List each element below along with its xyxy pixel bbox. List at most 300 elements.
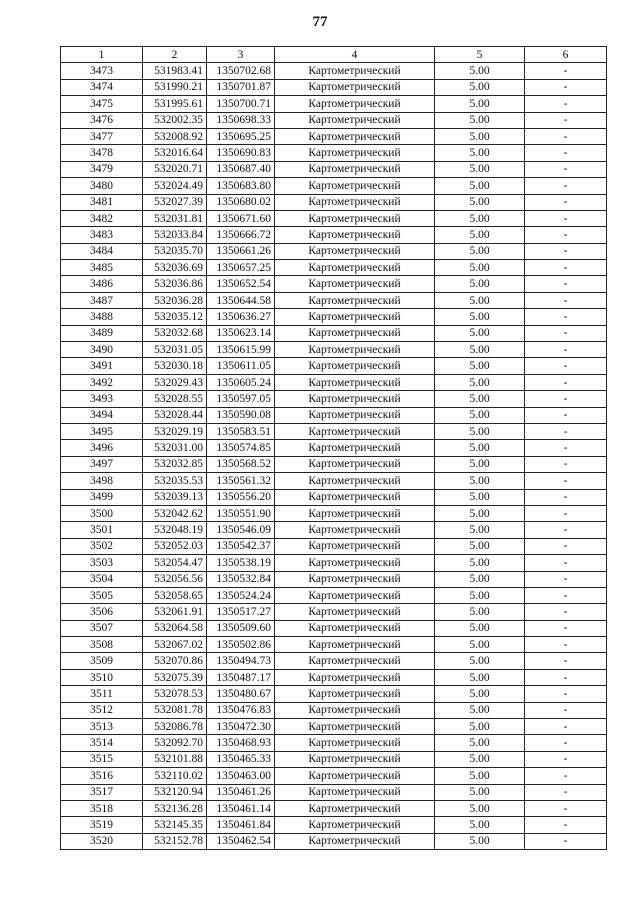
- point-number-cell: 3480: [61, 178, 143, 194]
- method-cell: Картометрический: [275, 178, 435, 194]
- accuracy-cell: 5.00: [435, 391, 525, 407]
- method-cell: Картометрический: [275, 784, 435, 800]
- description-cell: -: [525, 522, 607, 538]
- y-coordinate-cell: 1350472.30: [207, 719, 275, 735]
- description-cell: -: [525, 768, 607, 784]
- x-coordinate-cell: 532067.02: [143, 637, 207, 653]
- description-cell: -: [525, 260, 607, 276]
- point-number-cell: 3487: [61, 292, 143, 308]
- method-cell: Картометрический: [275, 538, 435, 554]
- accuracy-cell: 5.00: [435, 309, 525, 325]
- column-header: 2: [143, 47, 207, 63]
- point-number-cell: 3503: [61, 555, 143, 571]
- method-cell: Картометрический: [275, 194, 435, 210]
- y-coordinate-cell: 1350698.33: [207, 112, 275, 128]
- point-number-cell: 3477: [61, 128, 143, 144]
- table-row: [61, 784, 607, 800]
- table-row: [61, 669, 607, 685]
- y-coordinate-cell: 1350502.86: [207, 637, 275, 653]
- description-cell: -: [525, 292, 607, 308]
- table-row: [61, 276, 607, 292]
- accuracy-cell: 5.00: [435, 374, 525, 390]
- table-row: [61, 735, 607, 751]
- x-coordinate-cell: 532054.47: [143, 555, 207, 571]
- page-number: 77: [312, 14, 328, 30]
- description-cell: -: [525, 227, 607, 243]
- point-number-cell: 3520: [61, 833, 143, 849]
- accuracy-cell: 5.00: [435, 178, 525, 194]
- table-row: [61, 768, 607, 784]
- table-row: [61, 96, 607, 112]
- method-cell: Картометрический: [275, 96, 435, 112]
- x-coordinate-cell: 532024.49: [143, 178, 207, 194]
- table-row: [61, 456, 607, 472]
- description-cell: -: [525, 489, 607, 505]
- description-cell: -: [525, 325, 607, 341]
- description-cell: -: [525, 637, 607, 653]
- y-coordinate-cell: 1350605.24: [207, 374, 275, 390]
- accuracy-cell: 5.00: [435, 342, 525, 358]
- description-cell: -: [525, 178, 607, 194]
- table-row: [61, 587, 607, 603]
- description-cell: -: [525, 620, 607, 636]
- method-cell: Картометрический: [275, 145, 435, 161]
- point-number-cell: 3473: [61, 63, 143, 79]
- x-coordinate-cell: 532032.85: [143, 456, 207, 472]
- table-row: [61, 407, 607, 423]
- x-coordinate-cell: 532101.88: [143, 751, 207, 767]
- description-cell: -: [525, 571, 607, 587]
- y-coordinate-cell: 1350551.90: [207, 505, 275, 521]
- x-coordinate-cell: 532078.53: [143, 686, 207, 702]
- point-number-cell: 3517: [61, 784, 143, 800]
- accuracy-cell: 5.00: [435, 702, 525, 718]
- y-coordinate-cell: 1350590.08: [207, 407, 275, 423]
- y-coordinate-cell: 1350568.52: [207, 456, 275, 472]
- method-cell: Картометрический: [275, 423, 435, 439]
- y-coordinate-cell: 1350700.71: [207, 96, 275, 112]
- x-coordinate-cell: 532027.39: [143, 194, 207, 210]
- accuracy-cell: 5.00: [435, 358, 525, 374]
- y-coordinate-cell: 1350615.99: [207, 342, 275, 358]
- x-coordinate-cell: 532029.43: [143, 374, 207, 390]
- column-header: 1: [61, 47, 143, 63]
- y-coordinate-cell: 1350683.80: [207, 178, 275, 194]
- point-number-cell: 3514: [61, 735, 143, 751]
- accuracy-cell: 5.00: [435, 260, 525, 276]
- accuracy-cell: 5.00: [435, 128, 525, 144]
- point-number-cell: 3518: [61, 800, 143, 816]
- accuracy-cell: 5.00: [435, 456, 525, 472]
- y-coordinate-cell: 1350532.84: [207, 571, 275, 587]
- method-cell: Картометрический: [275, 653, 435, 669]
- method-cell: Картометрический: [275, 768, 435, 784]
- table-row: [61, 342, 607, 358]
- description-cell: -: [525, 751, 607, 767]
- y-coordinate-cell: 1350611.05: [207, 358, 275, 374]
- description-cell: -: [525, 587, 607, 603]
- x-coordinate-cell: 532086.78: [143, 719, 207, 735]
- y-coordinate-cell: 1350546.09: [207, 522, 275, 538]
- point-number-cell: 3486: [61, 276, 143, 292]
- accuracy-cell: 5.00: [435, 194, 525, 210]
- method-cell: Картометрический: [275, 587, 435, 603]
- point-number-cell: 3519: [61, 817, 143, 833]
- description-cell: -: [525, 555, 607, 571]
- table-row: [61, 210, 607, 226]
- y-coordinate-cell: 1350597.05: [207, 391, 275, 407]
- point-number-cell: 3489: [61, 325, 143, 341]
- table-row: [61, 473, 607, 489]
- y-coordinate-cell: 1350657.25: [207, 260, 275, 276]
- accuracy-cell: 5.00: [435, 833, 525, 849]
- x-coordinate-cell: 532020.71: [143, 161, 207, 177]
- x-coordinate-cell: 532075.39: [143, 669, 207, 685]
- x-coordinate-cell: 532035.53: [143, 473, 207, 489]
- table-row: [61, 161, 607, 177]
- method-cell: Картометрический: [275, 276, 435, 292]
- table-row: [61, 817, 607, 833]
- point-number-cell: 3501: [61, 522, 143, 538]
- accuracy-cell: 5.00: [435, 325, 525, 341]
- table-row: [61, 604, 607, 620]
- accuracy-cell: 5.00: [435, 227, 525, 243]
- accuracy-cell: 5.00: [435, 719, 525, 735]
- y-coordinate-cell: 1350680.02: [207, 194, 275, 210]
- point-number-cell: 3500: [61, 505, 143, 521]
- method-cell: Картометрический: [275, 833, 435, 849]
- method-cell: Картометрический: [275, 161, 435, 177]
- description-cell: -: [525, 423, 607, 439]
- point-number-cell: 3504: [61, 571, 143, 587]
- y-coordinate-cell: 1350644.58: [207, 292, 275, 308]
- point-number-cell: 3474: [61, 79, 143, 95]
- method-cell: Картометрический: [275, 63, 435, 79]
- x-coordinate-cell: 531995.61: [143, 96, 207, 112]
- y-coordinate-cell: 1350583.51: [207, 423, 275, 439]
- point-number-cell: 3510: [61, 669, 143, 685]
- table-row: [61, 571, 607, 587]
- method-cell: Картометрический: [275, 407, 435, 423]
- description-cell: -: [525, 128, 607, 144]
- point-number-cell: 3475: [61, 96, 143, 112]
- description-cell: -: [525, 210, 607, 226]
- method-cell: Картометрический: [275, 505, 435, 521]
- method-cell: Картометрический: [275, 620, 435, 636]
- x-coordinate-cell: 532039.13: [143, 489, 207, 505]
- y-coordinate-cell: 1350494.73: [207, 653, 275, 669]
- accuracy-cell: 5.00: [435, 407, 525, 423]
- table-row: [61, 833, 607, 849]
- description-cell: -: [525, 784, 607, 800]
- accuracy-cell: 5.00: [435, 817, 525, 833]
- description-cell: -: [525, 342, 607, 358]
- y-coordinate-cell: 1350462.54: [207, 833, 275, 849]
- table-row: [61, 702, 607, 718]
- column-header: 6: [525, 47, 607, 63]
- table-row: [61, 800, 607, 816]
- point-number-cell: 3476: [61, 112, 143, 128]
- x-coordinate-cell: 532031.05: [143, 342, 207, 358]
- y-coordinate-cell: 1350666.72: [207, 227, 275, 243]
- x-coordinate-cell: 532152.78: [143, 833, 207, 849]
- column-header: 3: [207, 47, 275, 63]
- table-row: [61, 391, 607, 407]
- method-cell: Картометрический: [275, 800, 435, 816]
- accuracy-cell: 5.00: [435, 440, 525, 456]
- point-number-cell: 3491: [61, 358, 143, 374]
- y-coordinate-cell: 1350556.20: [207, 489, 275, 505]
- x-coordinate-cell: 532145.35: [143, 817, 207, 833]
- x-coordinate-cell: 532033.84: [143, 227, 207, 243]
- point-number-cell: 3488: [61, 309, 143, 325]
- x-coordinate-cell: 532031.00: [143, 440, 207, 456]
- x-coordinate-cell: 532092.70: [143, 735, 207, 751]
- y-coordinate-cell: 1350476.83: [207, 702, 275, 718]
- table-header-row: [61, 47, 607, 63]
- description-cell: -: [525, 145, 607, 161]
- description-cell: -: [525, 112, 607, 128]
- accuracy-cell: 5.00: [435, 63, 525, 79]
- method-cell: Картометрический: [275, 702, 435, 718]
- description-cell: -: [525, 407, 607, 423]
- table-row: [61, 440, 607, 456]
- table-row: [61, 194, 607, 210]
- y-coordinate-cell: 1350701.87: [207, 79, 275, 95]
- column-header: 4: [275, 47, 435, 63]
- y-coordinate-cell: 1350461.84: [207, 817, 275, 833]
- accuracy-cell: 5.00: [435, 276, 525, 292]
- accuracy-cell: 5.00: [435, 784, 525, 800]
- description-cell: -: [525, 440, 607, 456]
- table-row: [61, 178, 607, 194]
- point-number-cell: 3490: [61, 342, 143, 358]
- method-cell: Картометрический: [275, 669, 435, 685]
- column-header: 5: [435, 47, 525, 63]
- accuracy-cell: 5.00: [435, 686, 525, 702]
- x-coordinate-cell: 532081.78: [143, 702, 207, 718]
- table-row: [61, 260, 607, 276]
- accuracy-cell: 5.00: [435, 637, 525, 653]
- y-coordinate-cell: 1350524.24: [207, 587, 275, 603]
- x-coordinate-cell: 532016.64: [143, 145, 207, 161]
- y-coordinate-cell: 1350690.83: [207, 145, 275, 161]
- table-row: [61, 145, 607, 161]
- accuracy-cell: 5.00: [435, 522, 525, 538]
- table-row: [61, 555, 607, 571]
- method-cell: Картометрический: [275, 358, 435, 374]
- x-coordinate-cell: 532032.68: [143, 325, 207, 341]
- table-row: [61, 751, 607, 767]
- point-number-cell: 3485: [61, 260, 143, 276]
- point-number-cell: 3484: [61, 243, 143, 259]
- point-number-cell: 3516: [61, 768, 143, 784]
- x-coordinate-cell: 532036.28: [143, 292, 207, 308]
- table-row: [61, 374, 607, 390]
- description-cell: -: [525, 194, 607, 210]
- table-row: [61, 79, 607, 95]
- description-cell: -: [525, 735, 607, 751]
- accuracy-cell: 5.00: [435, 751, 525, 767]
- x-coordinate-cell: 532031.81: [143, 210, 207, 226]
- accuracy-cell: 5.00: [435, 538, 525, 554]
- y-coordinate-cell: 1350561.32: [207, 473, 275, 489]
- y-coordinate-cell: 1350517.27: [207, 604, 275, 620]
- y-coordinate-cell: 1350480.67: [207, 686, 275, 702]
- y-coordinate-cell: 1350542.37: [207, 538, 275, 554]
- description-cell: -: [525, 473, 607, 489]
- accuracy-cell: 5.00: [435, 96, 525, 112]
- accuracy-cell: 5.00: [435, 555, 525, 571]
- method-cell: Картометрический: [275, 112, 435, 128]
- accuracy-cell: 5.00: [435, 161, 525, 177]
- point-number-cell: 3509: [61, 653, 143, 669]
- method-cell: Картометрический: [275, 489, 435, 505]
- y-coordinate-cell: 1350463.00: [207, 768, 275, 784]
- accuracy-cell: 5.00: [435, 243, 525, 259]
- method-cell: Картометрический: [275, 292, 435, 308]
- method-cell: Картометрический: [275, 637, 435, 653]
- table-row: [61, 719, 607, 735]
- point-number-cell: 3512: [61, 702, 143, 718]
- description-cell: -: [525, 817, 607, 833]
- method-cell: Картометрический: [275, 440, 435, 456]
- method-cell: Картометрический: [275, 342, 435, 358]
- method-cell: Картометрический: [275, 751, 435, 767]
- accuracy-cell: 5.00: [435, 604, 525, 620]
- description-cell: -: [525, 96, 607, 112]
- method-cell: Картометрический: [275, 374, 435, 390]
- x-coordinate-cell: 532110.02: [143, 768, 207, 784]
- method-cell: Картометрический: [275, 391, 435, 407]
- table-row: [61, 620, 607, 636]
- x-coordinate-cell: 532070.86: [143, 653, 207, 669]
- description-cell: -: [525, 456, 607, 472]
- y-coordinate-cell: 1350702.68: [207, 63, 275, 79]
- description-cell: -: [525, 309, 607, 325]
- point-number-cell: 3483: [61, 227, 143, 243]
- x-coordinate-cell: 532028.44: [143, 407, 207, 423]
- method-cell: Картометрический: [275, 227, 435, 243]
- x-coordinate-cell: 532002.35: [143, 112, 207, 128]
- description-cell: -: [525, 505, 607, 521]
- accuracy-cell: 5.00: [435, 768, 525, 784]
- description-cell: -: [525, 538, 607, 554]
- description-cell: -: [525, 702, 607, 718]
- x-coordinate-cell: 532048.19: [143, 522, 207, 538]
- x-coordinate-cell: 532029.19: [143, 423, 207, 439]
- description-cell: -: [525, 604, 607, 620]
- accuracy-cell: 5.00: [435, 79, 525, 95]
- table-row: [61, 63, 607, 79]
- point-number-cell: 3502: [61, 538, 143, 554]
- table-row: [61, 292, 607, 308]
- table-row: [61, 686, 607, 702]
- x-coordinate-cell: 532064.58: [143, 620, 207, 636]
- description-cell: -: [525, 243, 607, 259]
- method-cell: Картометрический: [275, 128, 435, 144]
- description-cell: -: [525, 719, 607, 735]
- accuracy-cell: 5.00: [435, 620, 525, 636]
- method-cell: Картометрический: [275, 243, 435, 259]
- method-cell: Картометрический: [275, 522, 435, 538]
- method-cell: Картометрический: [275, 260, 435, 276]
- description-cell: -: [525, 686, 607, 702]
- point-number-cell: 3495: [61, 423, 143, 439]
- table-row: [61, 538, 607, 554]
- method-cell: Картометрический: [275, 571, 435, 587]
- point-number-cell: 3498: [61, 473, 143, 489]
- method-cell: Картометрический: [275, 79, 435, 95]
- point-number-cell: 3508: [61, 637, 143, 653]
- description-cell: -: [525, 161, 607, 177]
- x-coordinate-cell: 532035.12: [143, 309, 207, 325]
- y-coordinate-cell: 1350509.60: [207, 620, 275, 636]
- accuracy-cell: 5.00: [435, 292, 525, 308]
- table-row: [61, 653, 607, 669]
- x-coordinate-cell: 532120.94: [143, 784, 207, 800]
- coordinates-table: [60, 46, 607, 850]
- accuracy-cell: 5.00: [435, 587, 525, 603]
- point-number-cell: 3496: [61, 440, 143, 456]
- accuracy-cell: 5.00: [435, 145, 525, 161]
- point-number-cell: 3482: [61, 210, 143, 226]
- method-cell: Картометрический: [275, 719, 435, 735]
- point-number-cell: 3492: [61, 374, 143, 390]
- table-row: [61, 637, 607, 653]
- table-row: [61, 128, 607, 144]
- accuracy-cell: 5.00: [435, 735, 525, 751]
- table-row: [61, 243, 607, 259]
- x-coordinate-cell: 532052.03: [143, 538, 207, 554]
- point-number-cell: 3515: [61, 751, 143, 767]
- accuracy-cell: 5.00: [435, 473, 525, 489]
- table-row: [61, 309, 607, 325]
- method-cell: Картометрический: [275, 473, 435, 489]
- x-coordinate-cell: 532056.56: [143, 571, 207, 587]
- y-coordinate-cell: 1350671.60: [207, 210, 275, 226]
- x-coordinate-cell: 531990.21: [143, 79, 207, 95]
- point-number-cell: 3506: [61, 604, 143, 620]
- y-coordinate-cell: 1350465.33: [207, 751, 275, 767]
- point-number-cell: 3479: [61, 161, 143, 177]
- x-coordinate-cell: 532042.62: [143, 505, 207, 521]
- description-cell: -: [525, 669, 607, 685]
- y-coordinate-cell: 1350636.27: [207, 309, 275, 325]
- table-row: [61, 505, 607, 521]
- description-cell: -: [525, 374, 607, 390]
- y-coordinate-cell: 1350468.93: [207, 735, 275, 751]
- description-cell: -: [525, 358, 607, 374]
- y-coordinate-cell: 1350652.54: [207, 276, 275, 292]
- y-coordinate-cell: 1350623.14: [207, 325, 275, 341]
- description-cell: -: [525, 653, 607, 669]
- table-row: [61, 358, 607, 374]
- accuracy-cell: 5.00: [435, 669, 525, 685]
- point-number-cell: 3478: [61, 145, 143, 161]
- table-row: [61, 423, 607, 439]
- point-number-cell: 3505: [61, 587, 143, 603]
- point-number-cell: 3497: [61, 456, 143, 472]
- y-coordinate-cell: 1350461.26: [207, 784, 275, 800]
- method-cell: Картометрический: [275, 309, 435, 325]
- description-cell: -: [525, 800, 607, 816]
- method-cell: Картометрический: [275, 686, 435, 702]
- x-coordinate-cell: 532035.70: [143, 243, 207, 259]
- x-coordinate-cell: 532036.69: [143, 260, 207, 276]
- table-row: [61, 522, 607, 538]
- y-coordinate-cell: 1350461.14: [207, 800, 275, 816]
